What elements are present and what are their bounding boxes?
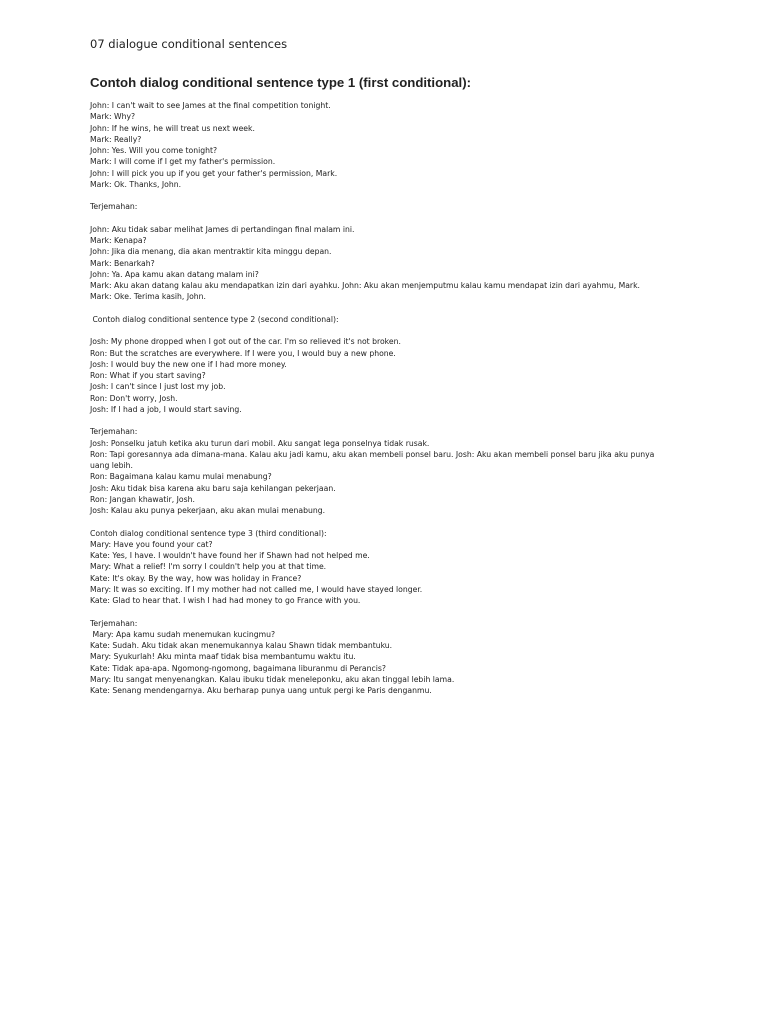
translation-label: Terjemahan:	[90, 427, 138, 437]
dialogue-line: Josh: I would buy the new one if I had more money.	[90, 359, 287, 369]
translation-line: John: Ya. Apa kamu akan datang malam ini?	[90, 269, 259, 279]
translation-line: Mary: Syukurlah! Aku minta maaf tidak bisa membantumu waktu itu.	[90, 652, 356, 662]
dialogue-line: Ron: What if you start saving?	[90, 371, 206, 380]
translation-line: Mark: Oke. Terima kasih, John.	[90, 292, 206, 302]
dialogue-line: Ron: But the scratches are everywhere. If I were you, I would buy a new phone.	[90, 348, 396, 358]
translation-line: Mark: Kenapa?	[90, 236, 147, 245]
translation-line: Kate: Tidak apa-apa. Ngomong-ngomong, bagaimana liburanmu di Perancis?	[90, 663, 386, 673]
translation-line: Josh: Ponselku jatuh ketika aku turun dari mobil. Aku sangat lega ponselnya tidak rusak.	[90, 438, 430, 448]
dialogue-line: Ron: Don't worry, Josh.	[90, 393, 178, 403]
spacer	[90, 190, 690, 201]
spacer	[90, 303, 690, 314]
dialogue-line: Mary: Have you found your cat?	[90, 539, 213, 549]
translation-line: Mark: Benarkah?	[90, 258, 155, 268]
dialogue-type3	[90, 539, 690, 607]
document-title: 07 dialogue conditional sentences	[90, 37, 288, 51]
translation-line: Mark: Aku akan datang kalau aku mendapatkan izin dari ayahku. John: Aku akan menjemputmu kalau kamu mendapat izin dari ayahmu, Mark.	[90, 281, 640, 290]
translation-line: Josh: Aku tidak bisa karena aku baru saja kehilangan pekerjaan.	[90, 483, 336, 493]
translation-label: Terjemahan:	[90, 202, 138, 212]
dialogue-line: Mark: Ok. Thanks, John.	[90, 179, 182, 189]
spacer	[90, 213, 690, 224]
translation-type2	[90, 438, 690, 517]
dialogue-line: Mark: Really?	[90, 134, 142, 144]
translation-type3	[90, 629, 690, 697]
dialogue-line: Mary: It was so exciting. If I my mother had not called me, I would have stayed longer.	[90, 584, 423, 594]
dialogue-line: Josh: My phone dropped when I got out of the car. I'm so relieved it's not broken.	[90, 337, 401, 347]
translation-line: Mary: Apa kamu sudah menemukan kucingmu?	[90, 629, 276, 639]
dialogue-line: Josh: If I had a job, I would start saving.	[90, 404, 242, 414]
translation-type1	[90, 224, 690, 303]
dialogue-line: John: Yes. Will you come tonight?	[90, 146, 218, 155]
spacer	[90, 606, 690, 617]
spacer	[90, 516, 690, 527]
translation-label: Terjemahan:	[90, 618, 138, 628]
spacer	[90, 415, 690, 426]
dialogue-line: Kate: Yes, I have. I wouldn't have found her if Shawn had not helped me.	[90, 551, 370, 560]
translation-line: Kate: Senang mendengarnya. Aku berharap punya uang untuk pergi ke Paris denganmu.	[90, 686, 432, 695]
translation-line: Kate: Sudah. Aku tidak akan menemukannya kalau Shawn tidak membantuku.	[90, 641, 393, 650]
section-heading-type2: Contoh dialog conditional sentence type 2 (second conditional):	[90, 314, 339, 324]
translation-line: John: Jika dia menang, dia akan mentraktir kita minggu depan.	[90, 247, 332, 257]
translation-line: John: Aku tidak sabar melihat James di pertandingan final malam ini.	[90, 224, 355, 234]
translation-line: Josh: Kalau aku punya pekerjaan, aku akan mulai menabung.	[90, 506, 326, 515]
translation-line: Ron: Jangan khawatir, Josh.	[90, 494, 195, 504]
dialogue-line: Mary: What a relief! I'm sorry I couldn't help you at that time.	[90, 562, 327, 572]
dialogue-line: John: If he wins, he will treat us next week.	[90, 123, 255, 133]
translation-line: Mary: Itu sangat menyenangkan. Kalau ibuku tidak meneleponku, aku akan tinggal lebih lama.	[90, 674, 455, 684]
section-heading-type1: Contoh dialog conditional sentence type 1 (first conditional):	[90, 75, 471, 90]
spacer	[90, 325, 690, 336]
dialogue-line: John: I can't wait to see James at the final competition tonight.	[90, 101, 331, 110]
translation-line: Ron: Tapi goresannya ada dimana-mana. Kalau aku jadi kamu, aku akan membeli ponsel baru. Josh: Aku akan membeli ponsel baru jika aku punya uang lebih.	[90, 449, 655, 470]
dialogue-line: John: I will pick you up if you get your father's permission, Mark.	[90, 168, 338, 178]
dialogue-line: Kate: Glad to hear that. I wish I had had money to go France with you.	[90, 596, 361, 605]
dialogue-line: Mark: Why?	[90, 112, 136, 122]
dialogue-line: Josh: I can't since I just lost my job.	[90, 382, 226, 392]
translation-line: Ron: Bagaimana kalau kamu mulai menabung?	[90, 472, 272, 482]
document-page	[90, 36, 690, 696]
section-heading-type3: Contoh dialog conditional sentence type 3 (third conditional):	[90, 528, 327, 538]
dialogue-type2	[90, 336, 690, 415]
dialogue-line: Kate: It's okay. By the way, how was holiday in France?	[90, 573, 302, 583]
dialogue-line: Mark: I will come if I get my father's permission.	[90, 157, 276, 167]
dialogue-type1	[90, 100, 690, 190]
